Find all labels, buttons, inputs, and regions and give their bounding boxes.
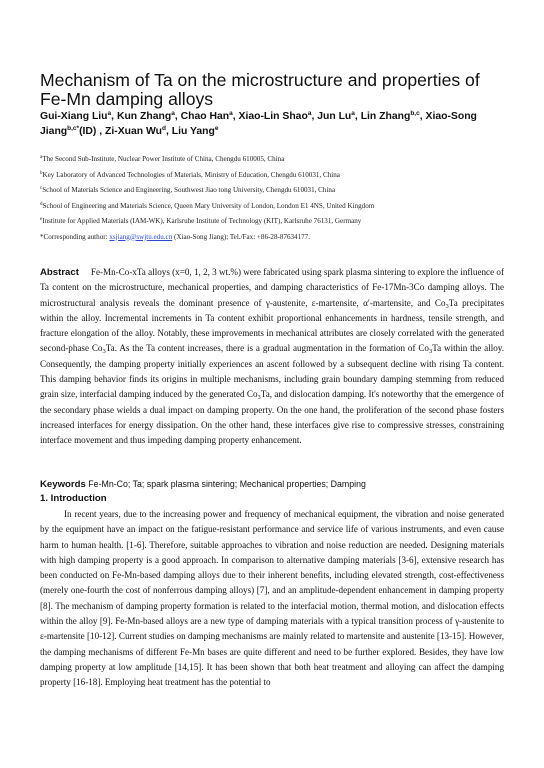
keywords (40, 478, 504, 491)
keywords-label: Keywords (40, 479, 86, 490)
abstract-label: Abstract (40, 267, 79, 278)
author-name: Lin Zhang (360, 111, 411, 122)
affiliation-mark: d (40, 201, 43, 207)
author-separator: , (419, 111, 426, 122)
author-separator: , (311, 111, 318, 122)
author-affiliation-mark: b,c* (67, 125, 80, 132)
author-affiliation-mark: a (229, 110, 233, 117)
author-name: Xiao-Lin Shao (238, 111, 308, 122)
author-separator: , (111, 111, 117, 122)
affiliation-mark: a (40, 155, 43, 160)
keywords-text: Fe-Mn-Co; Ta; spark plasma sintering; Mechanical properties; Damping (85, 479, 366, 489)
affiliation-text: School of Materials Science and Engineering, Southwest Jiao tong University, Chengdu 610031, China (42, 186, 336, 194)
author-separator: , (165, 126, 172, 137)
affiliation-text: School of Engineering and Materials Science, Queen Mary University of London, London E1 4NS, United Kingdom (42, 201, 375, 210)
corresponding-suffix: (Xiao-Song Jiang); Tel./Fax: +86-28-87634177. (172, 232, 310, 241)
author-separator: , (174, 111, 181, 122)
introduction-paragraph: In recent years, due to the increasing power and frequency of mechanical equipment, the vibration and noise generated by the equipment have an impact on the fatigue-resistant performance and service life of various instruments, and even cause harm to human health. [1-6]. Therefore, suitable approaches to vibration and noise reduction are needed. Designing materials with high damping property is a good approach. In comparison to alternative damping materials [3-6], extensive research has been conducted on Fe-Mn-based damping alloys due to their inherent benefits, including elevated strength, cost-effectiveness (merely one-fourth the cost of nonferrous damping alloys) [7], and an amplitude-dependent enhancement in damping property [8]. The mechanism of damping property formation is related to the interfacial motion, thermal motion, and dislocation effects within the alloy [9]. Fe-Mn-based alloys are a new type of damping materials with a typical transition process of γ-austenite to ε-martensite [10-12]. Current studies on damping mechanisms are mainly related to martensite and austenite [13-15]. However, the damping mechanisms of different Fe-Mn bases are quite different and need to be further explored. Besides, they have low damping property at low amplitude [14,15]. It has been shown that both heat treatment and alloying can affect the damping property [16-18]. Employing heat treatment has the potential to (40, 509, 504, 688)
section-heading-introduction: 1. Introduction (40, 493, 107, 504)
affiliation-item (40, 186, 510, 194)
author-affiliation-mark: a (107, 110, 112, 117)
author-separator: (ID) , (79, 126, 106, 137)
affiliation-item (40, 217, 510, 225)
author-name: Kun Zhang (116, 111, 172, 122)
author-separator: , (354, 111, 361, 122)
author-list (40, 109, 510, 139)
affiliation-text: The Second Sub-Institute, Nuclear Power Institute of China, Chengdu 610005, China (42, 155, 285, 163)
affiliation-mark: e (40, 217, 43, 222)
affiliation-list (40, 155, 510, 248)
affiliation-text: Key Laboratory of Advanced Technologies of Materials, Ministry of Education, Chengdu 610031, China (42, 170, 340, 179)
affiliation-mark: b (40, 170, 43, 176)
abstract (40, 265, 504, 449)
author-affiliation-mark: b,c (410, 110, 420, 117)
author-affiliation-mark: a (307, 110, 312, 117)
author-name: Liu Yang (171, 126, 215, 137)
affiliation-item (40, 171, 510, 179)
affiliation-text: Institute for Applied Materials (IAM-WK), Karlsruhe Institute of Technology (KIT), Karlsruhe 76131, Germany (42, 217, 362, 225)
author-name: Zi-Xuan Wu (105, 126, 162, 137)
author-name: Xiao-Song Jiang (40, 111, 477, 137)
author-affiliation-mark: d (162, 125, 166, 132)
corresponding-email-link[interactable]: xsjiang@swjtu.edu.cn (109, 232, 173, 241)
author-separator: , (232, 111, 239, 122)
corresponding-prefix: *Corresponding author: (40, 232, 110, 241)
author-name: Jun Lu (317, 111, 352, 122)
author-affiliation-mark: a (171, 110, 175, 117)
paper-title: Mechanism of Ta on the microstructure and properties of Fe-Mn damping alloys (40, 70, 480, 109)
abstract-text: Fe-Mn-Co-xTa alloys (x=0, 1, 2, 3 wt.%) were fabricated using spark plasma sintering to explore the influence of Ta content on the microstructure, mechanical properties, and damping characteristics of Fe-17Mn-3Co damping alloys. The microstructural analysis reveals the dominant presence of γ-austenite, ε-martensite, α′-martensite, and $Co_3Ta$ precipitates within the alloy. Incremental increments in Ta content exhibit proportional enhancements in hardness, tensile strength, and fracture elongation of the alloy. Notably, these improvements in mechanical attributes are closely correlated with the generated second-phase $Co_3Ta$. As the Ta content increases, there is a gradual augmentation in the formation of $Co_3Ta$ within the alloy. Consequently, the damping property initially experiences an ascent followed by a subsequent decline with rising Ta content. This damping behavior finds its origins in multiple mechanisms, including grain boundary damping stemming from reduced grain size, interfacial damping induced by the generated $Co_3Ta$, and dislocation damping. It's noteworthy that the emergence of the secondary phase wields a dual impact on damping property. On the one hand, the proliferation of the second phase fosters increased interfaces for energy dissipation. On the other hand, these interfaces give rise to compressive stresses, constraining interface movement and thus impeding damping property enhancement. (40, 267, 505, 446)
author-name: Chao Han (180, 111, 230, 122)
corresponding-author (40, 233, 510, 241)
author-name: Gui-Xiang Liu (40, 111, 108, 122)
affiliation-item (40, 155, 510, 163)
affiliation-mark: c (40, 186, 43, 191)
affiliation-item (40, 202, 510, 210)
author-affiliation-mark: e (214, 125, 219, 132)
author-affiliation-mark: a (351, 110, 355, 117)
